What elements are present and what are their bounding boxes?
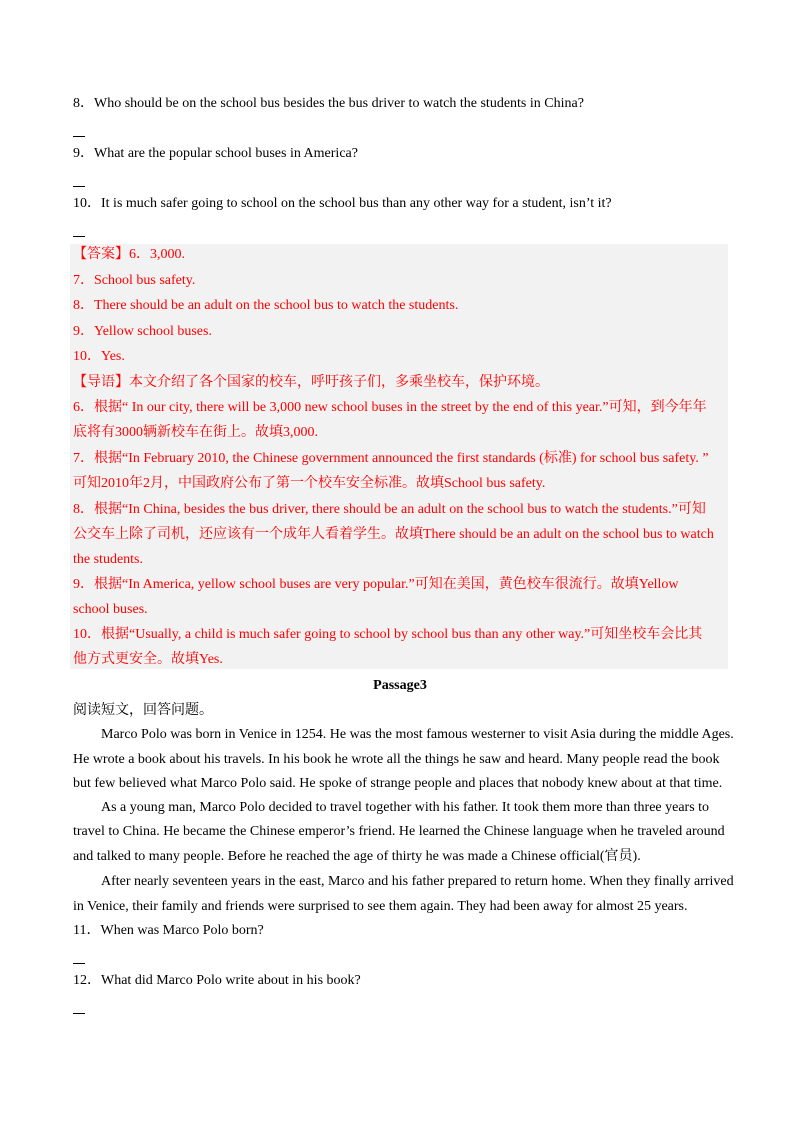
passage-line: but few believed what Marco Polo said. He spoke of strange people and places that nobody knew about at that time. bbox=[73, 776, 723, 791]
answer-blank-12[interactable] bbox=[73, 1013, 85, 1014]
answer-line: school buses. bbox=[73, 602, 148, 617]
question-12: 12．What did Marco Polo write about in his book? bbox=[73, 973, 361, 988]
answer-line: 8．There should be an adult on the school bus to watch the students. bbox=[73, 298, 459, 313]
answer-line: 他方式更安全。故填Yes. bbox=[73, 652, 223, 667]
answer-blank-11[interactable] bbox=[73, 963, 85, 964]
answer-line: 可知2010年2月，中国政府公布了第一个校车安全标准。故填School bus safety. bbox=[73, 476, 546, 491]
passage-instruction: 阅读短文，回答问题。 bbox=[73, 703, 213, 718]
passage-line: and talked to many people. Before he reached the age of thirty he was made a Chinese official(官员). bbox=[73, 849, 641, 864]
passage-line: in Venice, their family and friends were surprised to see them again. They had been away for almost 25 years. bbox=[73, 899, 688, 914]
answer-blank-9[interactable] bbox=[73, 186, 85, 187]
passage-line: He wrote a book about his travels. In his book he wrote all the things he saw and heard. Many people read the book bbox=[73, 752, 720, 767]
answer-line: 9．根据“In America, yellow school buses are very popular.”可知在美国，黄色校车很流行。故填Yellow bbox=[73, 577, 679, 592]
answer-line: 7．根据“In February 2010, the Chinese government announced the first standards (标准) for school bus safety. ” bbox=[73, 451, 709, 466]
passage-line: As a young man, Marco Polo decided to travel together with his father. It took them more than three years to bbox=[101, 800, 710, 815]
answer-line: 7．School bus safety. bbox=[73, 273, 196, 288]
answer-line: 9．Yellow school buses. bbox=[73, 324, 212, 339]
passage-line: Marco Polo was born in Venice in 1254. He was the most famous westerner to visit Asia during the middle Ages. bbox=[101, 727, 734, 742]
answer-line: 6．根据“ In our city, there will be 3,000 new school buses in the street by the end of this year.”可知，到今年年 bbox=[73, 400, 707, 415]
answer-line: 底将有3000辆新校车在街上。故填3,000. bbox=[73, 425, 318, 440]
question-8: 8．Who should be on the school bus besides the bus driver to watch the students in China? bbox=[73, 96, 584, 111]
passage-line: travel to China. He became the Chinese emperor’s friend. He learned the Chinese language when he traveled around bbox=[73, 824, 725, 839]
question-11: 11．When was Marco Polo born? bbox=[73, 923, 264, 938]
answer-line: 10．Yes. bbox=[73, 349, 125, 364]
question-9: 9．What are the popular school buses in America? bbox=[73, 146, 358, 161]
passage-title: Passage3 bbox=[373, 678, 427, 693]
passage-line: After nearly seventeen years in the east, Marco and his father prepared to return home. When they finally arrived bbox=[101, 874, 734, 889]
answer-line: 10．根据“Usually, a child is much safer going to school by school bus than any other way.”可知坐校车会比其 bbox=[73, 627, 703, 642]
question-10: 10．It is much safer going to school on the school bus than any other way for a student, isn’t it? bbox=[73, 196, 612, 211]
answer-line: 8．根据“In China, besides the bus driver, there should be an adult on the school bus to watch the students.”可知 bbox=[73, 502, 706, 517]
answer-blank-10[interactable] bbox=[73, 236, 85, 237]
answer-line: 【导语】本文介绍了各个国家的校车，呼吁孩子们，多乘坐校车，保护环境。 bbox=[73, 375, 549, 390]
answer-blank-8[interactable] bbox=[73, 136, 85, 137]
answer-line: 公交车上除了司机，还应该有一个成年人看着学生。故填There should be an adult on the school bus to watch bbox=[73, 527, 714, 542]
answer-line: 【答案】6．3,000. bbox=[73, 247, 185, 262]
answer-line: the students. bbox=[73, 552, 143, 567]
